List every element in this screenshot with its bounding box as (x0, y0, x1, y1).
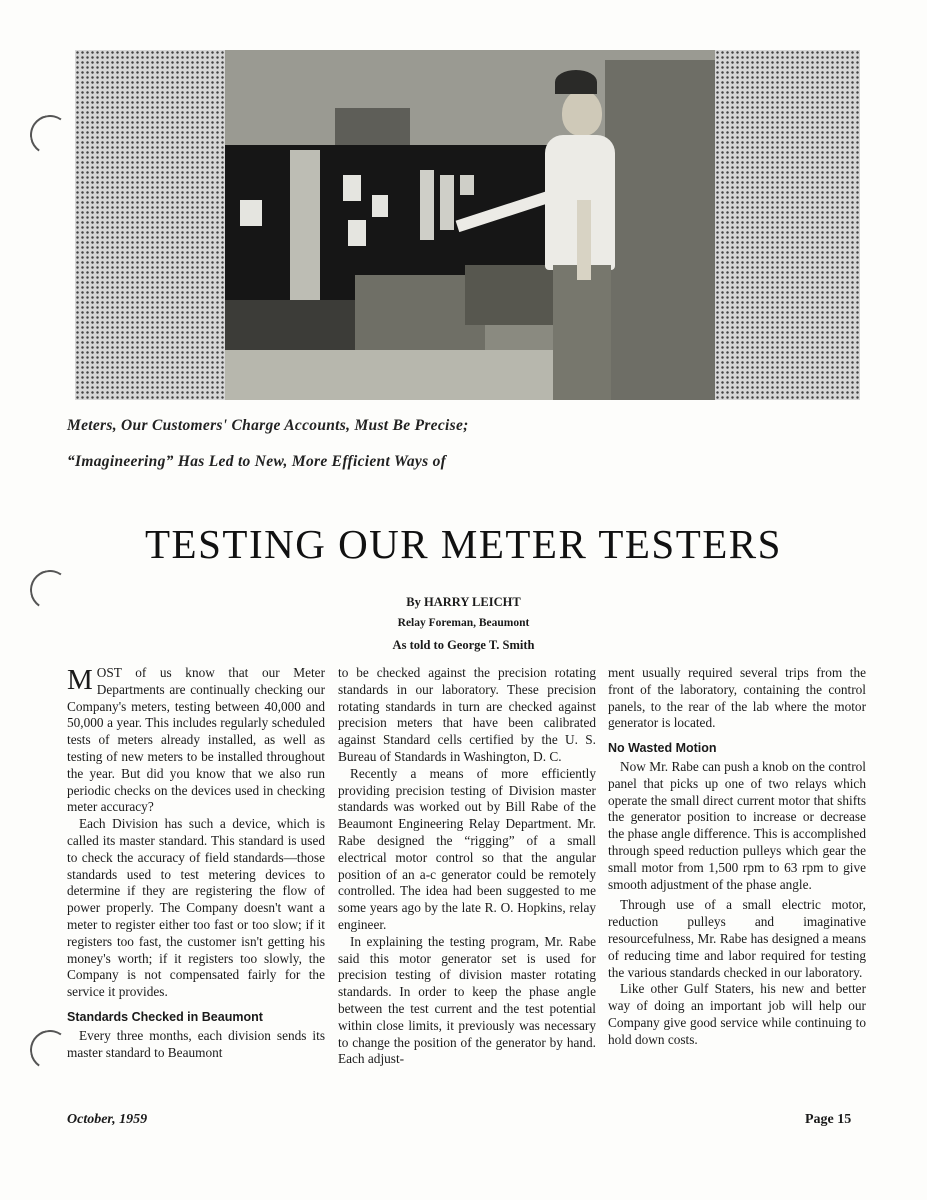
byline-role: Relay Foreman, Beaumont (397, 617, 530, 629)
paragraph: Through use of a small electric motor, reduction pulleys and imaginative resourcefulness, Mr. Rabe has designed a means of reducing time and labor required for testing the various standards checked in our laboratory. (608, 897, 866, 980)
caption-line-2: “Imagineering” Has Led to New, More Efficient Ways of (67, 453, 447, 470)
paragraph: Each Division has such a device, which is called its master standard. This standard is used to check the accuracy of field standards—those standards used to test metering devices to determine if they are registering the flow of power properly. The Company doesn't want a meter to register either too fast or too slow; if it registers too fast, the customer isn't getting his money's worth; if it registers too slowly, the Company is not compensated fairly for the service it provides. (67, 816, 325, 1000)
byline-told: As told to George T. Smith (392, 638, 535, 652)
photo-scene (225, 50, 715, 400)
paragraph: Every three months, each division sends its master standard to Beaumont (67, 1027, 325, 1060)
article-title: TESTING OUR METER TESTERS (145, 521, 782, 567)
drop-cap: M (67, 664, 93, 696)
subheading: No Wasted Motion (608, 741, 717, 756)
paragraph: ment usually required several trips from the front of the laboratory, containing the control panels, to the rear of the lab where the motor generator is located. (608, 665, 866, 731)
lab-photo (75, 50, 860, 400)
paragraph: In explaining the testing program, Mr. Rabe said this motor generator set is used for precision testing of division master rotating standards. In order to keep the phase angle between the test current and the test potential within close limits, it previously was necessary to change the position of the generator by hand. Each adjust- (338, 933, 596, 1067)
column-2 (338, 665, 596, 1068)
column-1 (67, 665, 325, 1061)
paragraph: Now Mr. Rabe can push a knob on the control panel that picks up one of two relays which operate the small direct current motor that shifts the generator position to increase or decrease the phase angle difference. This is accomplished through speed reduction pulleys which gear the small motor from 1,500 rpm to 63 rpm to give smooth adjustment of the phase angle. (608, 758, 866, 892)
footer-date: October, 1959 (67, 1112, 148, 1127)
paragraph: MOST of us know that our Meter Departments are continually checking our Company's meters, testing between 40,000 and 50,000 a year. This includes regularly scheduled tests of meters already installed, as well as testing of new meters to be installed throughout the year. But did you know that we also run periodic checks on the devices used in checking meter accuracy? (67, 664, 325, 815)
byline-author: By HARRY LEICHT (406, 595, 521, 609)
binder-hole (27, 112, 73, 158)
paragraph: Like other Gulf Staters, his new and better way of doing an important job will help our Company give good service while continuing to hold down costs. (608, 981, 866, 1047)
footer-page: Page 15 (805, 1112, 852, 1127)
paragraph: Recently a means of more efficiently providing precision testing of Division master standards was worked out by Bill Rabe of the Beaumont Engineering Relay Department. Mr. Rabe designed the “rigging” of a small electrical motor control so that the angular position of an a-c generator could be remotely controlled. The idea had been suggested to me some years ago by the late R. O. Hopkins, relay engineer. (338, 765, 596, 932)
paragraph: to be checked against the precision rotating standards in our laboratory. These precision rotating standards in turn are checked against precision meters that have been calibrated against Standard cells certified by the U. S. Bureau of Standards in Washington, D. C. (338, 665, 596, 764)
caption-line-1: Meters, Our Customers' Charge Accounts, Must Be Precise; (67, 417, 469, 434)
subheading: Standards Checked in Beaumont (67, 1009, 263, 1024)
column-3 (608, 665, 866, 1049)
